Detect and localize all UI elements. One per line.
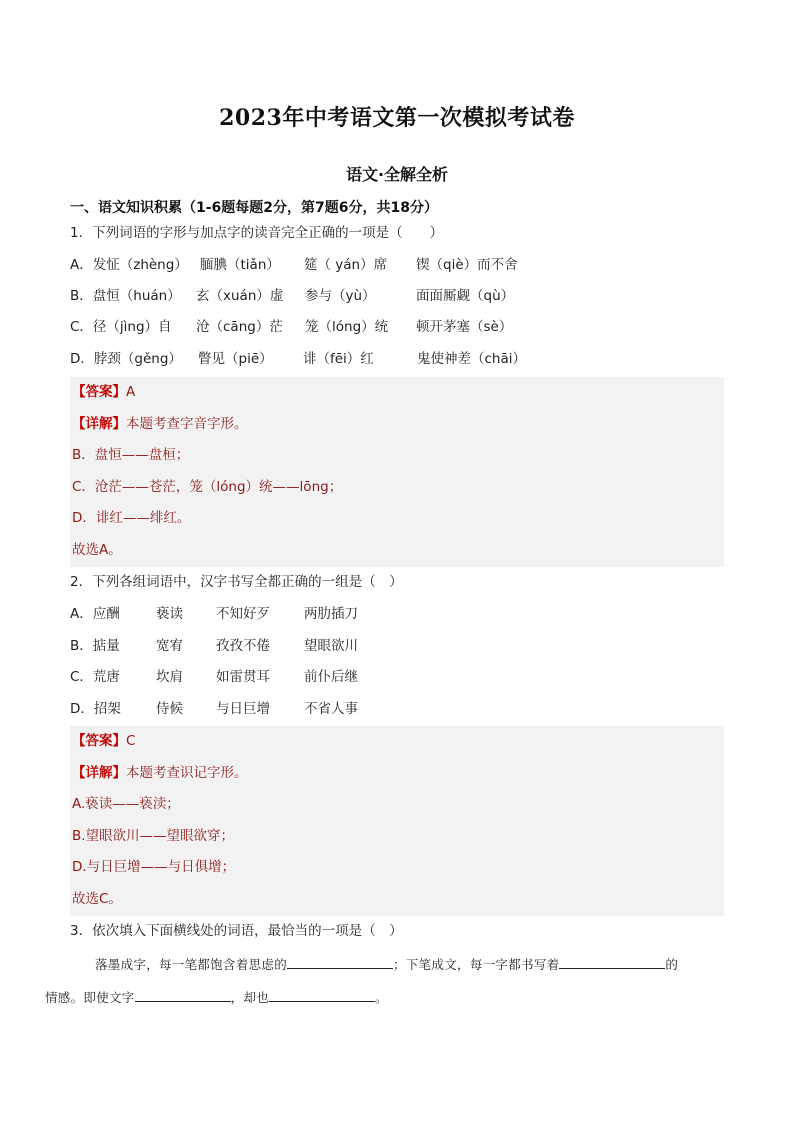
passage-text: 。 xyxy=(375,990,388,1005)
option-term: 不知好歹 xyxy=(216,606,270,622)
option-term: C．荒唐 xyxy=(70,669,120,685)
detail-line xyxy=(70,758,724,790)
option-term: A．应酬 xyxy=(70,606,120,622)
question-1-option-b xyxy=(70,281,514,312)
detail-text: 本题考查识记字形。 xyxy=(126,764,248,781)
option-term: 宽宥 xyxy=(156,638,183,654)
option-term: 腼腆（tiǎn） xyxy=(200,257,280,273)
answer-box-1 xyxy=(70,377,724,567)
analysis-note: A.亵读——亵渎； xyxy=(72,796,180,813)
analysis-note: D.与日巨增——与日俱增； xyxy=(72,859,236,876)
option-term: 望眼欲川 xyxy=(304,638,358,654)
question-2-option-a xyxy=(70,599,358,630)
passage-text: ；下笔成文，每一字都书写着 xyxy=(393,957,560,972)
passage-text: ，却也 xyxy=(230,990,270,1005)
option-term: 瞥见（piē） xyxy=(198,351,273,367)
detail-text: 本题考查字音字形。 xyxy=(126,415,248,432)
option-term: 沧（cāng）茫 xyxy=(196,319,283,335)
exam-title: 2023年中考语文第一次模拟考试卷 xyxy=(219,105,575,131)
analysis-note: C．沧茫——苍茫，笼（lóng）统——lōng； xyxy=(72,478,343,495)
answer-line xyxy=(70,377,724,409)
analysis-note: D．诽红——绯红。 xyxy=(72,510,191,527)
question-2-stem: 2．下列各组词语中，汉字书写全都正确的一组是（ ） xyxy=(70,574,403,590)
question-2-option-c xyxy=(70,662,358,693)
fill-blank[interactable] xyxy=(135,987,231,1002)
question-2-option-d xyxy=(70,694,358,725)
answer-value: A xyxy=(126,384,136,400)
option-term: B．盘恒（huán） xyxy=(70,288,181,304)
conclusion: 故选A。 xyxy=(72,541,122,558)
option-term: 与日巨增 xyxy=(216,701,270,717)
option-term: 亵读 xyxy=(156,606,183,622)
option-term: 如雷贯耳 xyxy=(216,669,270,685)
option-term: 面面厮觑（qù） xyxy=(416,288,515,304)
answer-line xyxy=(70,726,724,758)
question-1-option-c xyxy=(70,312,512,343)
answer-value: C xyxy=(126,733,136,749)
option-term: 侍候 xyxy=(156,701,183,717)
answer-box-2 xyxy=(70,726,724,916)
option-term: 鬼使神差（chāi） xyxy=(417,351,527,367)
option-term: D．脖颈（gěng） xyxy=(70,351,182,367)
detail-tag: 【详解】 xyxy=(72,764,126,781)
fill-blank[interactable] xyxy=(287,954,393,969)
answer-tag: 【答案】 xyxy=(72,384,126,400)
option-term: 坎肩 xyxy=(156,669,183,685)
passage-text: 情感。即使文字 xyxy=(45,990,135,1005)
answer-tag: 【答案】 xyxy=(72,733,126,749)
question-1-option-d xyxy=(70,344,526,375)
detail-tag: 【详解】 xyxy=(72,415,126,432)
analysis-note: B．盘恒——盘桓； xyxy=(72,447,190,464)
question-3-stem: 3．依次填入下面横线处的词语，最恰当的一项是（ ） xyxy=(70,923,403,939)
exam-subtitle: 语文·全解全析 xyxy=(345,165,449,184)
option-term: 孜孜不倦 xyxy=(216,638,270,654)
section-heading: 一、语文知识积累（1-6题每题2分，第7题6分，共18分） xyxy=(70,200,438,216)
option-term: 筵（ yán）席 xyxy=(304,257,388,273)
option-term: 不省人事 xyxy=(304,701,358,717)
question-3-passage xyxy=(45,948,724,1014)
detail-line xyxy=(70,409,724,441)
passage-text: 的 xyxy=(665,957,679,972)
option-term: 参与（yù） xyxy=(305,288,376,304)
question-1-option-a xyxy=(70,250,518,281)
option-term: D．招架 xyxy=(70,701,121,717)
option-term: 玄（xuán）虚 xyxy=(196,288,284,304)
option-term: 前仆后继 xyxy=(304,669,358,685)
question-2-option-b xyxy=(70,631,358,662)
option-term: B．掂量 xyxy=(70,638,120,654)
option-term: C．径（jìng）自 xyxy=(70,319,172,335)
option-term: 两肋插刀 xyxy=(304,606,358,622)
option-term: 顿开茅塞（sè） xyxy=(416,319,513,335)
option-term: 诽（fēi）红 xyxy=(303,351,374,367)
option-term: A．发怔（zhèng） xyxy=(70,257,188,273)
option-term: 锲（qiè）而不舍 xyxy=(416,257,518,273)
question-1-stem: 1．下列词语的字形与加点字的读音完全正确的一项是（ ） xyxy=(70,225,444,241)
fill-blank[interactable] xyxy=(269,987,375,1002)
analysis-note: B.望眼欲川——望眼欲穿； xyxy=(72,827,235,844)
conclusion: 故选C。 xyxy=(72,890,122,907)
passage-text: 落墨成字，每一笔都饱含着思虑的 xyxy=(95,957,288,972)
option-term: 笼（lóng）统 xyxy=(305,319,389,335)
fill-blank[interactable] xyxy=(559,954,665,969)
